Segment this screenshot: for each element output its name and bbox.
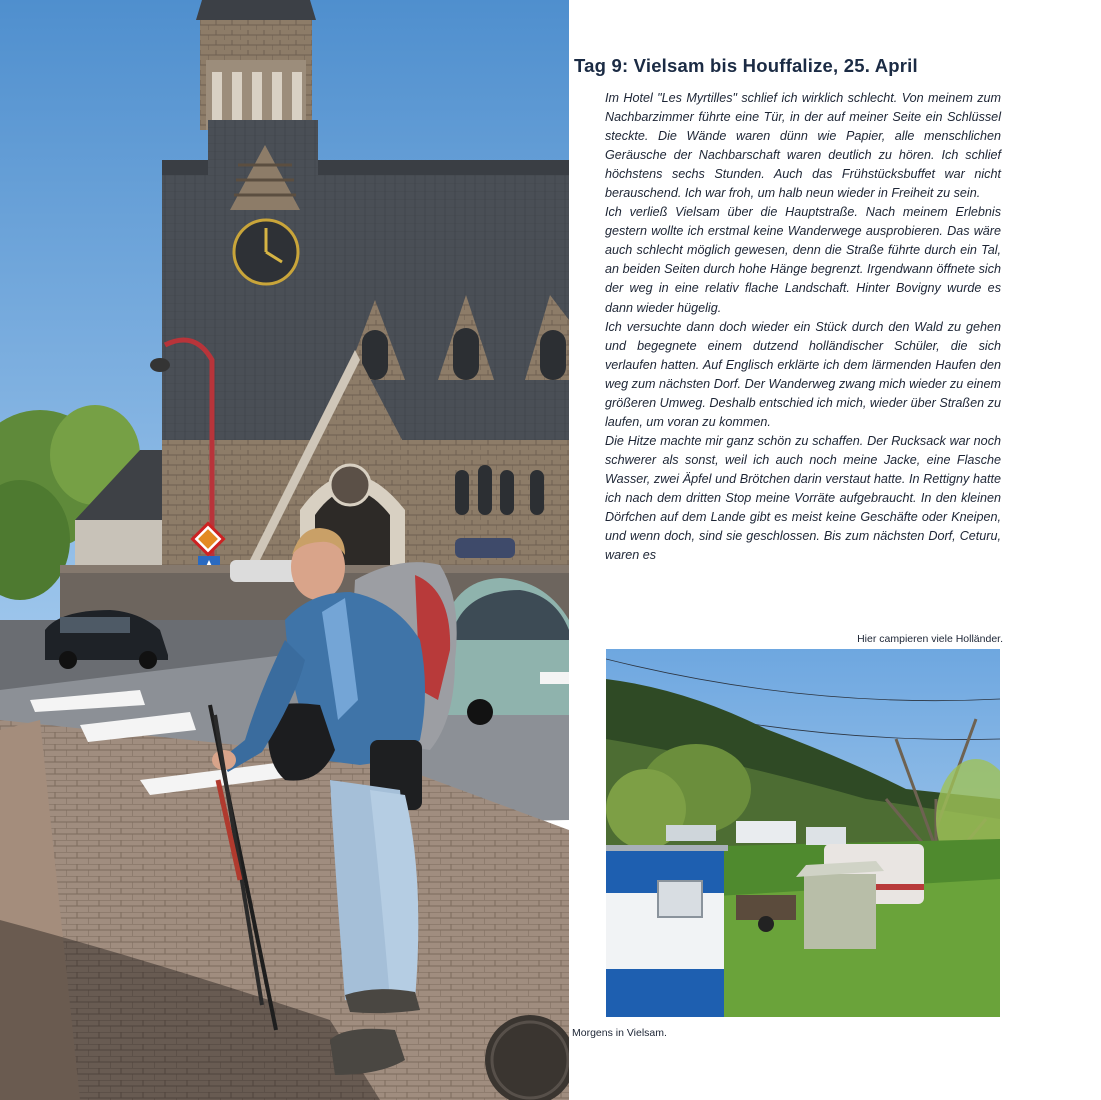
article-title: Tag 9: Vielsam bis Houffalize, 25. April: [574, 55, 918, 76]
paragraph: Im Hotel "Les Myrtilles" schlief ich wirklich schlecht. Von meinem zum Nachbarzimmer führte eine Tür, in der auf meiner Seite ein Schlüssel steckte. Die Wände waren dünn wie Papier, alle menschlichen Geräusche der Nachbarschaft waren deutlich zu hören. Ich schlief höchstens sechs Stunden. Auch das Frühstücksbuffet war nicht berauschend. Ich war froh, um halb neun wieder in Freiheit zu sein.: [605, 91, 1001, 201]
paragraph: Die Hitze machte mir ganz schön zu schaffen. Der Rucksack war noch schwerer als sonst, weil ich auch noch meine Jacke, eine Flasche Wasser, zwei Äpfel und Brötchen darin verstaut hatte. In Rettigny hatte ich nach dem dritten Stop meine Vorräte aufgebraucht. In den kleinen Dörfchen auf dem Lande gibt es meist keine Geschäfte oder Kneipen, und wenn doch, sind sie geschlossen. Bis zum nächsten Dorf, Ceturu, waren es: [605, 433, 1001, 563]
photo-campsite: [606, 649, 1000, 1017]
campsite-scene-icon: [606, 649, 1000, 1017]
article-body: [605, 89, 1001, 565]
paragraph: Ich verließ Vielsam über die Hauptstraße. Nach meinem Erlebnis gestern wollte ich erstmal keine Wanderwege ausprobieren. Das wäre auch schlecht möglich gewesen, denn die Straße führte durch ein Tal, an beiden Seiten durch hohe Hänge begrenzt. Irgendwann öffnete sich der weg in eine relativ flache Landschaft. Hinter Bovigny wurde es dann wieder hügelig.: [605, 205, 1001, 315]
photo-caption-vielsam: Morgens in Vielsam.: [572, 1027, 667, 1039]
photo-caption-campsite: Hier campieren viele Holländer.: [857, 633, 1003, 645]
paragraph: Ich versuchte dann doch wieder ein Stück durch den Wald zu gehen und begegnete einem dutzend holländischer Schüler, die sich verlaufen hatten. Auf Englisch erklärte ich dem lärmenden Haufen den weg zum nächsten Dorf. Der Wanderweg zwang mich wieder zu einem größeren Umweg. Deshalb entschied ich mich, wieder über Straßen zu laufen, um voran zu kommen.: [605, 319, 1001, 429]
